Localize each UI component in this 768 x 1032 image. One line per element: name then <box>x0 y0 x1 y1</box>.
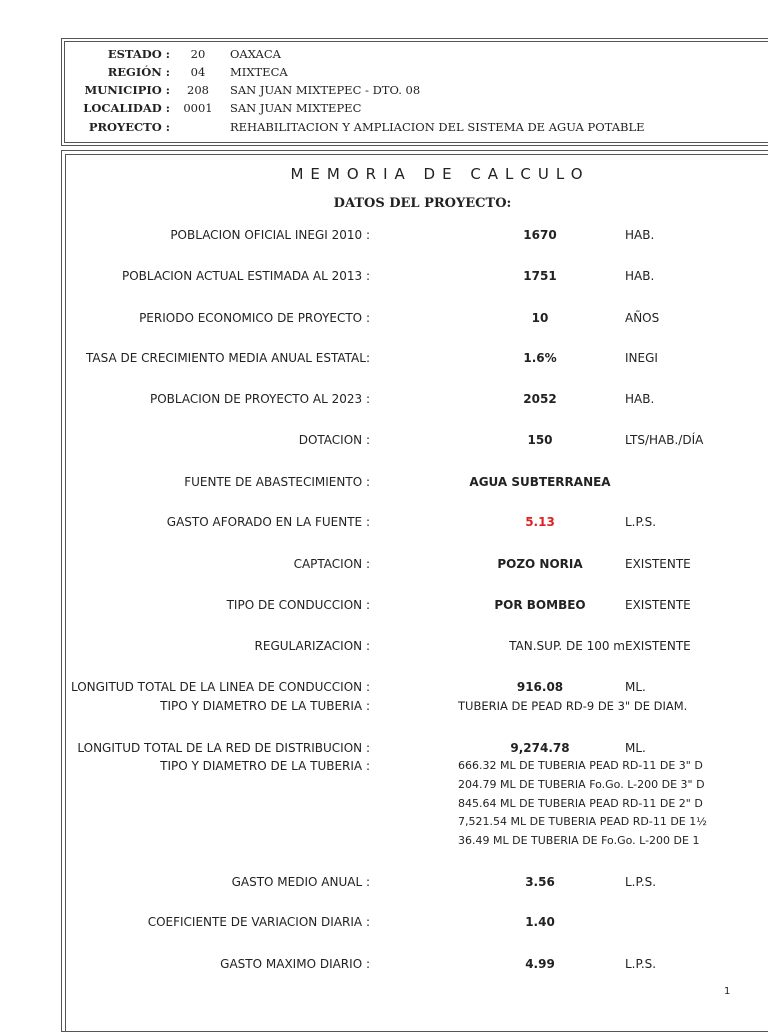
row-unit: HAB. <box>625 269 655 283</box>
row-unit: ML. <box>625 741 646 755</box>
row-label: GASTO MAXIMO DIARIO : <box>220 957 370 971</box>
row-label: POBLACION DE PROYECTO AL 2023 : <box>149 392 370 406</box>
municipio-value: SAN JUAN MIXTEPEC - DTO. 08 <box>230 83 421 97</box>
page-number: 1 <box>724 986 731 997</box>
row-poblacion-proyecto <box>0 390 768 408</box>
row-coeficiente <box>0 913 768 931</box>
tuberia-item: 666.32 ML DE TUBERIA PEAD RD-11 DE 3" D <box>458 759 703 772</box>
proyecto-label: PROYECTO : <box>88 120 170 134</box>
row-unit: HAB. <box>625 392 655 406</box>
row-label: TIPO DE CONDUCCION : <box>226 598 370 612</box>
tuberia-item: 845.64 ML DE TUBERIA PEAD RD-11 DE 2" D <box>458 797 703 810</box>
row-label: TIPO Y DIAMETRO DE LA TUBERIA : <box>160 759 370 773</box>
row-label: GASTO MEDIO ANUAL : <box>231 875 370 889</box>
row-label: GASTO AFORADO EN LA FUENTE : <box>166 515 370 529</box>
row-long-conduccion <box>0 678 768 696</box>
region-value: MIXTECA <box>230 65 288 79</box>
row-poblacion-actual <box>0 267 768 285</box>
row-value: 4.99 <box>525 957 555 971</box>
estado-code: 20 <box>190 47 206 61</box>
row-label: CAPTACION : <box>293 557 370 571</box>
row-value: TUBERIA DE PEAD RD-9 DE 3" DE DIAM. <box>458 699 688 713</box>
localidad-code: 0001 <box>183 101 213 115</box>
row-value: 1670 <box>523 228 557 242</box>
row-unit: EXISTENTE <box>625 639 691 653</box>
row-value: 2052 <box>523 392 557 406</box>
body-inner-border <box>65 154 768 1031</box>
estado-value: OAXACA <box>230 47 281 61</box>
row-gasto-medio <box>0 873 768 891</box>
header-row-municipio <box>62 81 762 99</box>
row-regularizacion <box>0 637 768 655</box>
tuberia-item: 204.79 ML DE TUBERIA Fo.Go. L-200 DE 3" D <box>458 778 705 791</box>
row-unit: ML. <box>625 680 646 694</box>
row-label: PERIODO ECONOMICO DE PROYECTO : <box>139 311 370 325</box>
row-value: 150 <box>527 433 553 447</box>
row-value: 1.6% <box>523 351 557 365</box>
row-unit: AÑOS <box>625 311 660 325</box>
row-unit: EXISTENTE <box>625 557 691 571</box>
row-value: AGUA SUBTERRANEA <box>469 475 611 489</box>
page-title: MEMORIA DE CALCULO <box>290 165 590 183</box>
header-row-proyecto <box>62 118 762 136</box>
row-value: 3.56 <box>525 875 555 889</box>
row-unit: L.P.S. <box>625 957 657 971</box>
header-row-localidad <box>62 99 762 117</box>
row-label: REGULARIZACION : <box>254 639 370 653</box>
tuberia-item: 7,521.54 ML DE TUBERIA PEAD RD-11 DE 1½ <box>458 815 707 828</box>
region-label: REGIÓN : <box>107 65 170 79</box>
row-periodo <box>0 309 768 327</box>
row-value: 10 <box>531 311 549 325</box>
row-value-highlight: 5.13 <box>525 515 555 529</box>
row-tasa <box>0 349 768 367</box>
row-unit: L.P.S. <box>625 875 657 889</box>
tuberia-item: 36.49 ML DE TUBERIA DE Fo.Go. L-200 DE 1 <box>458 834 700 847</box>
row-label: DOTACION : <box>298 433 370 447</box>
row-gasto-maximo <box>0 955 768 973</box>
row-label: TIPO Y DIAMETRO DE LA TUBERIA : <box>160 699 370 713</box>
row-label: TASA DE CRECIMIENTO MEDIA ANUAL ESTATAL: <box>86 351 370 365</box>
row-unit: EXISTENTE <box>625 598 691 612</box>
row-unit: HAB. <box>625 228 655 242</box>
header-row-estado <box>62 45 762 63</box>
row-tuberia-conduccion <box>0 697 768 715</box>
row-long-distribucion <box>0 739 768 757</box>
row-label: LONGITUD TOTAL DE LA RED DE DISTRIBUCION : <box>77 741 370 755</box>
row-value: 1751 <box>523 269 557 283</box>
row-fuente <box>0 473 768 491</box>
row-captacion <box>0 555 768 573</box>
row-gasto-aforado <box>0 513 768 531</box>
localidad-label: LOCALIDAD : <box>83 101 170 115</box>
row-unit: LTS/HAB./DÍA <box>625 433 704 447</box>
row-value: POR BOMBEO <box>494 598 586 612</box>
row-unit: L.P.S. <box>625 515 657 529</box>
row-dotacion <box>0 431 768 449</box>
header-row-region <box>62 63 762 81</box>
proyecto-value: REHABILITACION Y AMPLIACION DEL SISTEMA DE AGUA POTABLE <box>230 120 645 134</box>
row-value: 9,274.78 <box>510 741 570 755</box>
row-label: POBLACION ACTUAL ESTIMADA AL 2013 : <box>121 269 370 283</box>
row-poblacion-oficial <box>0 226 768 244</box>
municipio-label: MUNICIPIO : <box>84 83 170 97</box>
row-label: POBLACION OFICIAL INEGI 2010 : <box>170 228 370 242</box>
row-value: 1.40 <box>525 915 555 929</box>
page-subtitle: DATOS DEL PROYECTO: <box>333 196 512 211</box>
municipio-code: 208 <box>187 83 209 97</box>
row-label: FUENTE DE ABASTECIMIENTO : <box>184 475 370 489</box>
estado-label: ESTADO : <box>107 47 170 61</box>
row-label: COEFICIENTE DE VARIACION DIARIA : <box>147 915 370 929</box>
row-conduccion <box>0 596 768 614</box>
row-unit: INEGI <box>625 351 658 365</box>
row-value: 916.08 <box>516 680 564 694</box>
localidad-value: SAN JUAN MIXTEPEC <box>230 101 362 115</box>
row-value: TAN.SUP. DE 100 m <box>509 639 625 653</box>
row-label: LONGITUD TOTAL DE LA LINEA DE CONDUCCION : <box>70 680 370 694</box>
region-code: 04 <box>190 65 206 79</box>
row-value: POZO NORIA <box>497 557 583 571</box>
